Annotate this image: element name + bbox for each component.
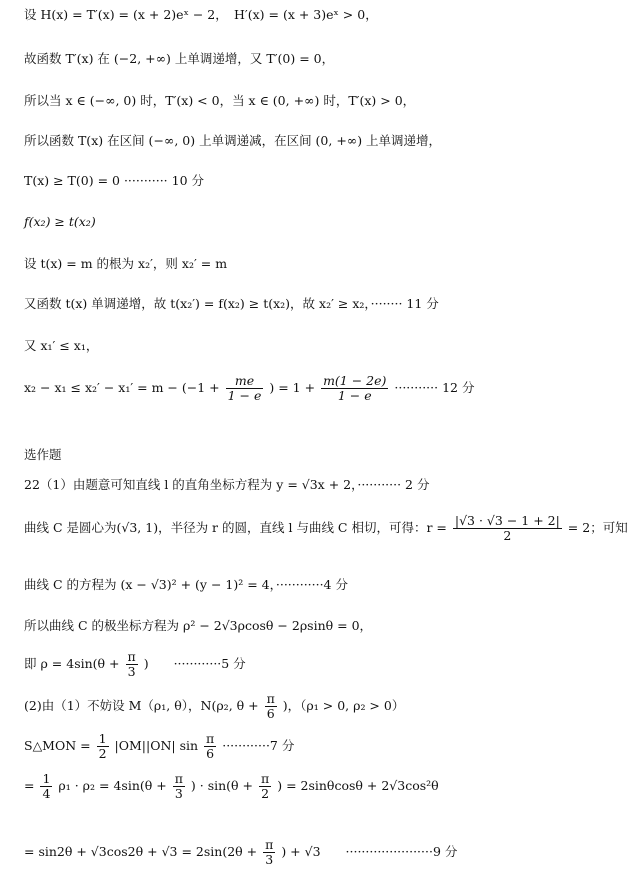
- equation-text: x₂ − x₁ ≤ x₂′ − x₁′ = m − (−1 +: [24, 380, 220, 395]
- fraction-me: [226, 374, 264, 403]
- fraction-numerator: π: [261, 771, 270, 786]
- line-circle-equation-score-4: 曲线 C 的方程为 (x − √3)² + (y − 1)² = 4，············4 分: [24, 577, 348, 592]
- equation-text: ) · sin(θ +: [190, 778, 254, 793]
- equation-text: |OM||ON| sin: [114, 738, 199, 753]
- line-rho-formula-score-5: [24, 650, 246, 679]
- score-marker: ············7 分: [222, 738, 295, 753]
- line-x1-inequality: 又 x₁′ ≤ x₁，: [24, 338, 99, 353]
- fraction-denominator: 2: [503, 528, 512, 543]
- fraction-radius: [453, 514, 562, 543]
- fraction-pi-3: [126, 650, 138, 679]
- equation-text: ) = 2sinθcosθ + 2√3cos²θ: [277, 778, 439, 793]
- equation-text: )，（ρ₁ > 0, ρ₂ > 0）: [282, 698, 405, 713]
- equation-text: 即 ρ = 4sin(θ +: [24, 656, 120, 671]
- line-circle-tangent: [24, 514, 628, 543]
- fraction-pi-2: [259, 772, 271, 801]
- fraction-numerator: π: [265, 837, 274, 852]
- line-q22-line-equation-score-2: 22（1）由题意可知直线 l 的直角坐标方程为 y = √3x + 2，··········· 2 分: [24, 477, 430, 492]
- line-monotonicity: 所以函数 T(x) 在区间 (−∞, 0) 上单调递减，在区间 (0, +∞) 上单调递增，: [24, 133, 442, 148]
- line-sign-analysis: 所以当 x ∈ (−∞, 0) 时，T′(x) < 0，当 x ∈ (0, +∞) 时，T′(x) > 0，: [24, 93, 416, 108]
- line-t-increasing-score-11: 又函数 t(x) 单调递增，故 t(x₂′) = f(x₂) ≥ t(x₂)，故 x₂′ ≥ x₂，········ 11 分: [24, 296, 439, 311]
- fraction-numerator: m(1 − 2e): [323, 373, 387, 388]
- fraction-pi-3: [173, 772, 185, 801]
- fraction-denominator: 6: [206, 746, 215, 761]
- line-polar-equation: 所以曲线 C 的极坐标方程为 ρ² − 2√3ρcosθ − 2ρsinθ = 0，: [24, 618, 373, 633]
- section-heading-optional: 选作题: [24, 447, 62, 462]
- equation-text: (2)由（1）不妨设 M（ρ₁, θ），N(ρ₂, θ +: [24, 698, 259, 713]
- fraction-one-half: [97, 732, 109, 761]
- fraction-numerator: π: [266, 691, 275, 706]
- equation-text: =: [24, 778, 35, 793]
- equation-text: S△MON =: [24, 738, 91, 753]
- line-f-ge-t: f(x₂) ≥ t(x₂): [24, 214, 96, 229]
- fraction-pi-3: [263, 838, 275, 867]
- fraction-numerator: 1: [42, 771, 51, 786]
- line-difference-bound-score-12: [24, 374, 474, 403]
- line-root-definition: 设 t(x) = m 的根为 x₂′，则 x₂′ = m: [24, 256, 228, 271]
- equation-text: 曲线 C 是圆心为(√3, 1)，半径为 r 的圆，直线 l 与曲线 C 相切，可得：r =: [24, 520, 447, 535]
- fraction-denominator: 4: [42, 786, 51, 801]
- equation-text: = sin2θ + √3cos2θ + √3 = 2sin(2θ +: [24, 844, 258, 859]
- fraction-denominator: 6: [266, 706, 275, 721]
- fraction-pi-6: [265, 692, 277, 721]
- fraction-numerator: π: [206, 731, 215, 746]
- line-area-formula-score-7: [24, 732, 294, 761]
- fraction-m-1-2e: [321, 374, 388, 403]
- line-area-expansion: [24, 772, 439, 801]
- score-marker: ) ············5 分: [143, 656, 246, 671]
- fraction-numerator: π: [174, 771, 183, 786]
- fraction-denominator: 3: [174, 786, 183, 801]
- fraction-denominator: 2: [261, 786, 270, 801]
- line-part2-setup: [24, 692, 404, 721]
- fraction-numerator: 1: [98, 731, 107, 746]
- equation-text: ρ₁ · ρ₂ = 4sin(θ +: [58, 778, 167, 793]
- equation-text: = 2；可知: [567, 520, 628, 535]
- equation-text: ) = 1 +: [269, 380, 316, 395]
- fraction-denominator: 1 − e: [337, 388, 372, 403]
- fraction-numerator: me: [226, 374, 264, 389]
- line-final-simplification-score-9: [24, 838, 457, 867]
- fraction-one-quarter: [40, 772, 52, 801]
- line-derivative-H: 设 H(x) = T′(x) = (x + 2)eˣ − 2， H′(x) = (x + 3)eˣ > 0，: [24, 7, 378, 22]
- fraction-denominator: 3: [265, 852, 274, 867]
- score-marker: ··········· 12 分: [394, 380, 475, 395]
- fraction-denominator: 3: [127, 664, 136, 679]
- fraction-numerator: π: [127, 649, 136, 664]
- fraction-denominator: 2: [98, 746, 107, 761]
- line-T-min-score-10: T(x) ≥ T(0) = 0 ··········· 10 分: [24, 173, 205, 188]
- fraction-denominator: 1 − e: [227, 388, 262, 403]
- score-marker: ) + √3 ······················9 分: [281, 844, 458, 859]
- fraction-numerator: |√3 · √3 − 1 + 2|: [454, 513, 560, 528]
- fraction-pi-6: [204, 732, 216, 761]
- line-T-prime-increasing: 故函数 T′(x) 在 (−2, +∞) 上单调递增，又 T′(0) = 0，: [24, 51, 335, 66]
